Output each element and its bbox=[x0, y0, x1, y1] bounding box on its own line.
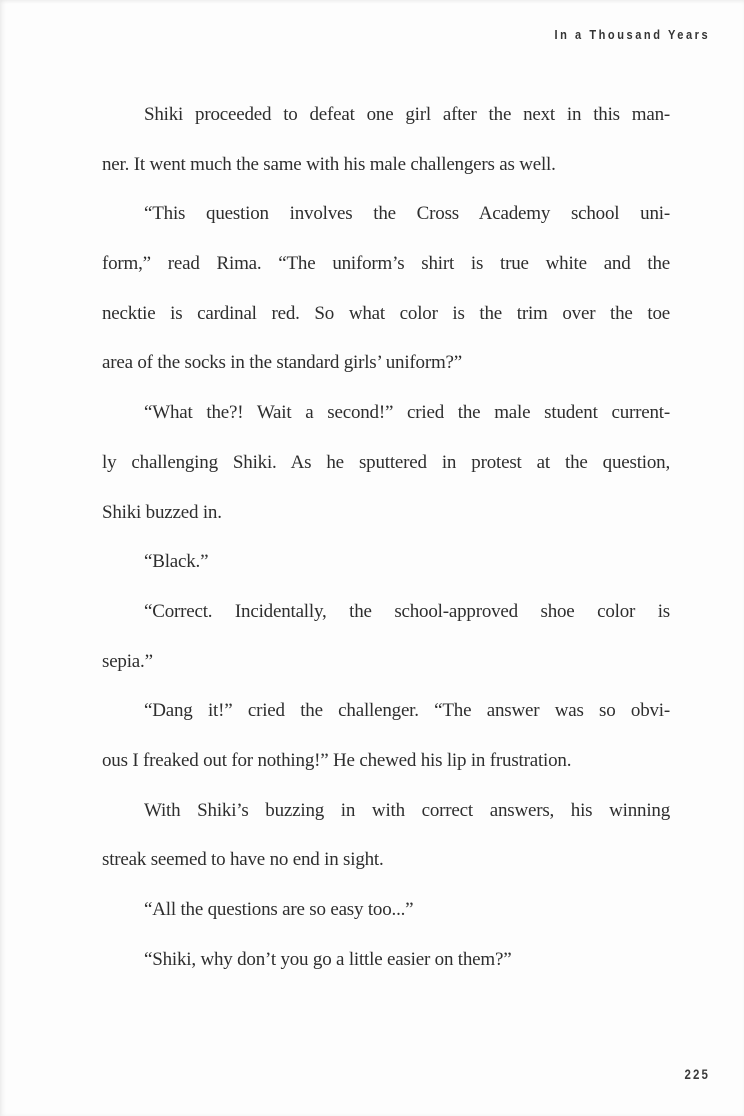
text-line: With Shiki’s buzzing in with correct answers, his winning bbox=[144, 799, 670, 821]
body-text bbox=[102, 90, 670, 984]
text-line: area of the socks in the standard girls’ uniform?” bbox=[102, 352, 463, 374]
text-line: “Shiki, why don’t you go a little easier on them?” bbox=[144, 948, 512, 970]
text-line: necktie is cardinal red. So what color is the trim over the toe bbox=[102, 302, 670, 324]
text-line: sepia.” bbox=[102, 650, 153, 672]
text-line: “Black.” bbox=[144, 551, 209, 573]
text-line: streak seemed to have no end in sight. bbox=[102, 849, 384, 871]
text-line: Shiki buzzed in. bbox=[102, 501, 222, 523]
text-line: ner. It went much the same with his male challengers as well. bbox=[102, 153, 556, 175]
text-line: Shiki proceeded to defeat one girl after the next in this man- bbox=[144, 104, 670, 125]
text-line: “Correct. Incidentally, the school-approved shoe color is bbox=[144, 600, 670, 622]
text-line: ous I freaked out for nothing!” He chewed his lip in frustration. bbox=[102, 749, 572, 771]
text-line: “What the?! Wait a second!” cried the male student current- bbox=[144, 402, 670, 424]
text-line: “This question involves the Cross Academy school uni- bbox=[144, 203, 670, 225]
page-number: 225 bbox=[684, 1067, 710, 1082]
text-line: form,” read Rima. “The uniform’s shirt is true white and the bbox=[102, 253, 670, 275]
text-line: ly challenging Shiki. As he sputtered in protest at the question, bbox=[102, 451, 670, 473]
running-header: In a Thousand Years bbox=[554, 27, 710, 42]
text-line: “All the questions are so easy too...” bbox=[144, 899, 414, 920]
text-line: “Dang it!” cried the challenger. “The answer was so obvi- bbox=[144, 700, 670, 722]
